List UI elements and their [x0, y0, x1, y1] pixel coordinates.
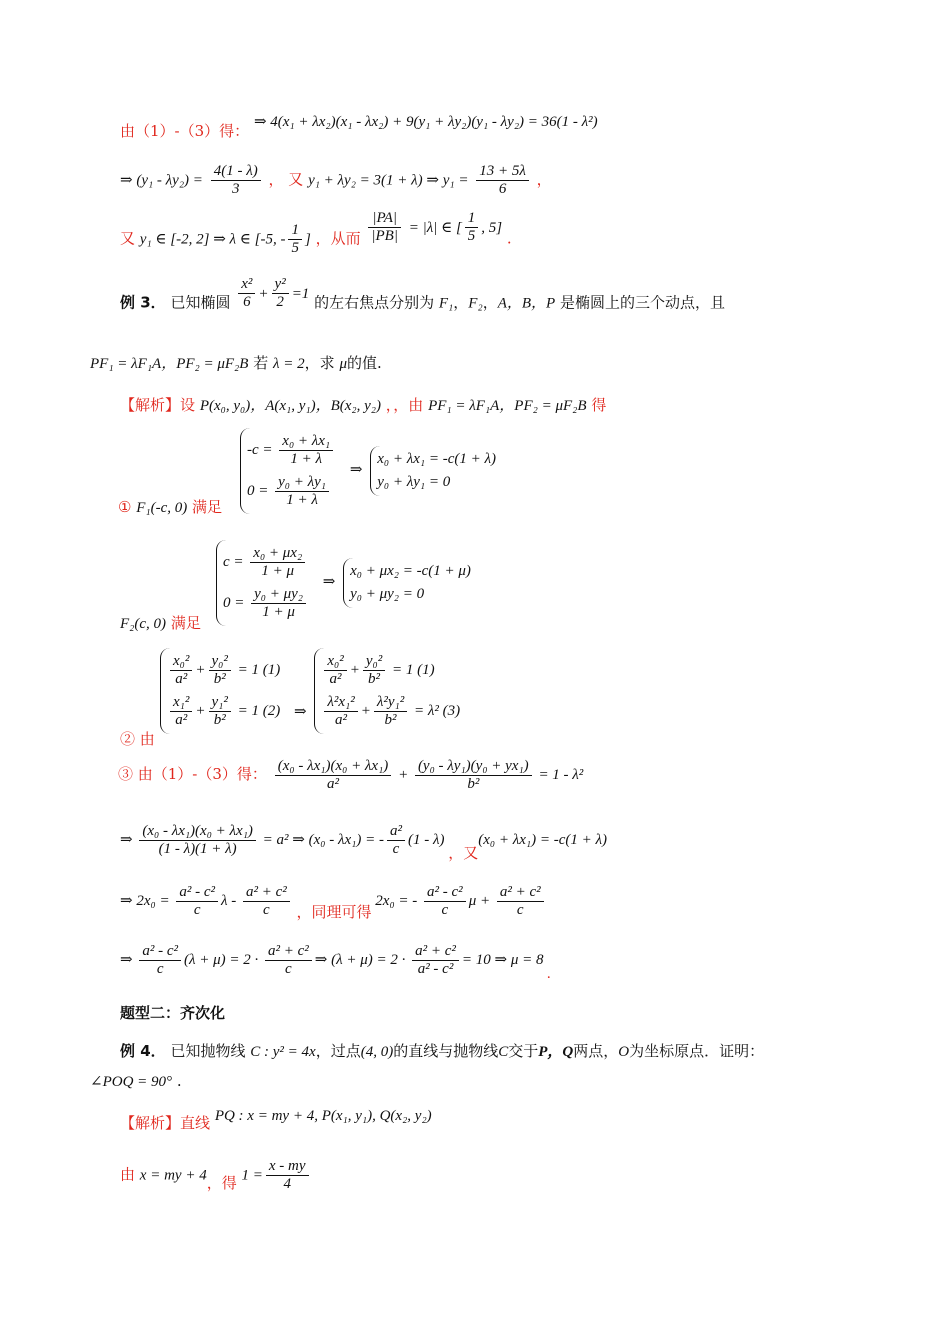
frac-num: y₀ + μy₂: [251, 586, 306, 604]
sol3-step2-prefix: ② 由: [120, 730, 155, 748]
ex4-t4: 交于: [508, 1042, 539, 1060]
sol3-step1b-manzu: 满足: [170, 614, 201, 632]
sol3-step2-label: [120, 728, 155, 749]
row-frac: [170, 694, 192, 729]
ex3-cond: PF₁ = λF₁A，PF₂ = μF₂B: [90, 356, 249, 372]
row-frac: [209, 653, 231, 688]
frac-den: 5: [467, 228, 476, 244]
ex4-t2: ，过点: [315, 1042, 361, 1060]
frac-den: a²: [175, 712, 188, 728]
sol3-step1-point: F₁(-c, 0): [136, 500, 188, 516]
ex2-line3-m1: y₁ ∈ [-2, 2] ⇒ λ ∈ [-5, -: [139, 231, 286, 248]
ex3-ellipse-plus: +: [258, 285, 269, 302]
sol4-m1: PQ : x = my + 4, P(x₁, y₁), Q(x₂, y₂): [214, 1108, 432, 1124]
frac-num: λ²y₁²: [374, 694, 407, 712]
ex3-stem2: [90, 352, 382, 373]
ex3-f2: F₂: [468, 295, 483, 312]
ex2-line3-frac2: [368, 210, 401, 245]
frac-den: 4: [283, 1176, 291, 1192]
ex2-line3-cong: ，从而: [315, 229, 361, 248]
frac-den: 6: [498, 181, 507, 197]
sol3-step1-b2: y₀ + λy₁ = 0: [377, 474, 451, 490]
row-lhs: 0 =: [247, 482, 269, 499]
ex2-line2-frac2: [476, 163, 529, 198]
sol3-step3-eq: [272, 758, 584, 792]
ex3-f1: F₁: [438, 295, 454, 312]
sol3-step1b-point: F₂(c, 0): [120, 616, 167, 632]
step3-plus: +: [398, 766, 409, 783]
step5-frac2: [243, 884, 290, 919]
ex4-t5: 两点，: [573, 1042, 619, 1060]
ex2-line2-comma: ，: [268, 170, 284, 189]
frac-num: 1: [288, 222, 302, 240]
ex2-line3-m1end: ]: [304, 231, 311, 248]
sol3-step1b-brace: [216, 540, 315, 626]
sol3-step1b-label: [120, 612, 201, 633]
frac-num: (y₀ - λy₁)(y₀ + yx₁): [415, 758, 532, 776]
step5-frac3: [424, 884, 466, 919]
ex3-lambda: λ = 2: [273, 356, 305, 372]
frac-num: y₀²: [209, 653, 231, 671]
frac-den: 2: [276, 294, 284, 310]
step6-m1: (λ + μ) = 2 ·: [183, 951, 259, 968]
sol4-zx: 直线: [180, 1114, 211, 1132]
ex3-stem: [120, 276, 725, 321]
frac-num: a² + c²: [497, 884, 544, 902]
row-frac: [324, 653, 346, 688]
sol3-step2-brace2: [314, 648, 466, 734]
frac-num: 4(1 - λ): [211, 163, 261, 181]
ex2-line2-you: 又: [288, 170, 304, 189]
sol4-you: 由: [120, 1165, 136, 1184]
step3-frac2: [415, 758, 532, 793]
frac-den: b²: [384, 712, 397, 728]
sol3-step1-row1: [247, 430, 336, 471]
sol3-pts: P(x₀, y₀)，A(x₁, y₁)，B(x₂, y₂): [199, 398, 382, 414]
frac-den: b²: [213, 712, 226, 728]
row-lhs: c =: [223, 553, 244, 570]
row-lhs: 0 =: [223, 594, 245, 611]
frac-num: x₀²: [170, 653, 192, 671]
ex4-c3: C: [498, 1044, 509, 1060]
ex3-ellipse-eq: =1: [291, 285, 310, 302]
sol3-step2-row4: $\frac{\text{λ²x₁²}}{\text{a²}}$ + $\frac{\text{λ²y₁²}}{\text{b²}}$ = λ² (3): [321, 691, 460, 732]
ex3-t1: 已知椭圆: [170, 293, 231, 312]
row-frac: [170, 653, 192, 688]
sol3-step2-system: [160, 648, 466, 734]
ex2-line3-m2: = |λ| ∈ [: [408, 219, 462, 236]
step4-you: 又: [463, 845, 479, 862]
frac-den: |PB|: [371, 228, 398, 244]
frac-den: a² - c²: [417, 961, 454, 977]
frac-den: 5: [291, 240, 299, 256]
frac-den: 1 + λ: [286, 492, 318, 508]
step4-mid: = a² ⇒ (x₀ - λx₁) = -: [262, 831, 384, 848]
step4-end: (1 - λ): [407, 831, 445, 848]
ex2-line2-lhs: ⇒ (y₁ - λy₂) =: [120, 172, 203, 189]
sol4-tag: 【解析】: [120, 1114, 181, 1132]
frac-den: c: [516, 902, 524, 918]
ex3-sep2: ，: [482, 293, 498, 312]
row-eq: = 1 (2): [237, 702, 281, 719]
frac-num: y₀ + λy₁: [275, 474, 329, 492]
frac-den: b²: [467, 776, 480, 792]
ex3-label: 例 3．: [120, 293, 166, 312]
sol3-step1b-b2: y₀ + μy₂ = 0: [350, 586, 425, 602]
ex3-t5: ，求: [304, 354, 335, 372]
ex3-pts: A，B，P: [497, 295, 556, 312]
frac-num: x₀ + μx₂: [250, 545, 305, 563]
ex2-line1-label: 由（1）-（3）得：: [120, 122, 250, 140]
ex3-t4: 若: [253, 354, 269, 372]
ex2-line2-frac: [211, 163, 261, 198]
sol3-step1b-arrow: ⇒: [322, 574, 336, 591]
sol3-step1b-row1: [223, 542, 309, 583]
sol3-step2-row1: $\frac{\text{x₀²}}{\text{a²}}$ + $\frac{\text{y₀²}}{\text{b²}}$ = 1 (1): [167, 650, 280, 691]
frac-num: a² + c²: [265, 943, 312, 961]
section-heading: 题型二：齐次化: [120, 1004, 226, 1022]
step6-dot: .: [547, 965, 551, 982]
sol4-frac: [266, 1158, 309, 1193]
sol3-step1-brace2: [370, 446, 502, 496]
sol3-step1-b1: x₀ + λx₁ = -c(1 + λ): [377, 451, 496, 467]
sol4-line1: [120, 1108, 432, 1133]
sol3-step1-manzu: 满足: [192, 498, 223, 516]
sol3-step2-row3: $\frac{\text{x₀²}}{\text{a²}}$ + $\frac{\text{y₀²}}{\text{b²}}$ = 1 (1): [321, 650, 460, 691]
frac-den: a²: [335, 712, 348, 728]
ex2-line1-math: ⇒ 4(x₁ + λx₂)(x₁ - λx₂) + 9(y₁ + λy₂)(y₁ - λy₂) = 36(1 - λ²): [253, 114, 598, 130]
sol3-step3-prefix: ③ 由（1）-（3）得：: [118, 764, 267, 783]
row-frac: [251, 586, 306, 621]
frac-num: x₀ + λx₁: [279, 433, 333, 451]
ex4-t1: 已知抛物线: [170, 1042, 246, 1060]
ex3-t3: 是椭圆上的三个动点，且: [559, 293, 725, 312]
ex2-line2: [120, 163, 552, 198]
frac-num: a²: [387, 823, 405, 841]
frac-den: 3: [231, 181, 240, 197]
frac-den: (1 - λ)(1 + λ): [158, 841, 237, 857]
frac-num: |PA|: [368, 210, 401, 228]
frac-den: 1 + λ: [290, 451, 323, 467]
ex4-stem: [120, 1040, 764, 1061]
sol3-de: 得: [591, 396, 607, 414]
sol3-step1b-brace2: [343, 558, 477, 608]
frac-den: b²: [368, 671, 381, 687]
step6-frac2: [265, 943, 312, 978]
step5-r-lhs: 2x₀ = -: [375, 892, 418, 909]
row-lhs: -c =: [247, 441, 273, 458]
sol4-line2: [120, 1158, 312, 1193]
frac-num: y²: [272, 276, 289, 294]
ex4-t6: 为坐标原点．证明：: [629, 1042, 765, 1060]
ex4-c2: (4, 0): [360, 1044, 394, 1060]
ex4-t3: 的直线与抛物线: [393, 1042, 499, 1060]
row-frac: [363, 653, 385, 688]
frac-den: c: [263, 902, 270, 918]
sol3-step1b-row2: [223, 583, 309, 624]
sol3-step1-row2: [247, 471, 336, 512]
step4-extra: (x₀ + λx₁) = -c(1 + λ): [478, 831, 607, 848]
frac-num: a² - c²: [139, 943, 181, 961]
ex4-c4: O: [618, 1044, 630, 1060]
row-frac: [374, 694, 407, 729]
ex2-line2-mid: y₁ + λy₂ = 3(1 + λ) ⇒ y₁ =: [308, 172, 469, 189]
sol3-tag: 【解析】: [120, 396, 181, 414]
step6-m2: ⇒ (λ + μ) = 2 ·: [314, 951, 406, 968]
sol4-m3: 1 =: [241, 1167, 263, 1184]
step3-frac1: [275, 758, 392, 793]
ex3-sep1: ，: [453, 293, 469, 312]
frac-num: 13 + 5λ: [476, 163, 529, 181]
sol3-step1b-b1: x₀ + μx₂ = -c(1 + μ): [350, 563, 471, 579]
step5-frac4: [497, 884, 544, 919]
step5-frac1: [176, 884, 218, 919]
frac-num: y₀²: [363, 653, 385, 671]
step6-lhs: ⇒: [120, 951, 133, 968]
frac-num: a² + c²: [412, 943, 459, 961]
step4-frac1: [139, 823, 256, 858]
sol3-she: 设: [180, 396, 196, 414]
step6-frac1: [139, 943, 181, 978]
step4-frac2: [387, 823, 405, 858]
step5-r-mid: μ +: [468, 892, 491, 909]
ex3-t2: 的左右焦点分别为: [314, 293, 435, 312]
frac-num: (x₀ - λx₁)(x₀ + λx₁): [275, 758, 392, 776]
frac-den: a²: [175, 671, 188, 687]
sol3-step2-brace: [160, 648, 286, 734]
ex3-ellipse-frac2: [272, 276, 289, 311]
row-frac: [279, 433, 333, 468]
sol3-step2-arrow: ⇒: [294, 704, 307, 721]
sol3-step5: [120, 884, 547, 919]
sol3-step2-row2: $\frac{\text{x₁²}}{\text{a²}}$ + $\frac{\text{y₁²}}{\text{b²}}$ = 1 (2): [167, 691, 280, 732]
sol3-step1-system: [240, 428, 502, 514]
ex4-c1: C : y² = 4x: [250, 1044, 316, 1060]
frac-den: a²: [327, 776, 340, 792]
sol3-step1b-system: [216, 540, 477, 626]
sol3-intro: [120, 394, 606, 415]
frac-num: 1: [465, 210, 479, 228]
sol3-step6: [120, 943, 551, 982]
sol3-step3: [118, 758, 583, 793]
frac-den: c: [285, 961, 292, 977]
sol3-step1-brace: [240, 428, 342, 514]
row-eq: = 1 (1): [391, 661, 435, 678]
ex3-mu: μ: [339, 356, 347, 372]
frac-num: x₀²: [324, 653, 346, 671]
step5-tongli: ，同理可得: [296, 904, 372, 921]
frac-den: c: [441, 902, 449, 918]
ex2-line3-you: 又: [120, 229, 136, 248]
row-eq: = 1 (1): [237, 661, 281, 678]
step4-arrow: ⇒: [120, 831, 133, 848]
ex4-dot: .: [176, 1072, 182, 1090]
frac-num: x₁²: [170, 694, 192, 712]
frac-den: c: [156, 961, 164, 977]
frac-den: 1 + μ: [262, 604, 295, 620]
sol4-m2: x = my + 4: [139, 1167, 207, 1184]
step6-frac3: [412, 943, 459, 978]
frac-num: a² - c²: [176, 884, 218, 902]
ex2-line3-frac3: [465, 210, 479, 245]
row-frac: [324, 694, 357, 729]
frac-num: a² - c²: [424, 884, 466, 902]
frac-num: y₁²: [209, 694, 231, 712]
step3-rhs: = 1 - λ²: [538, 766, 584, 783]
step5-mid: λ -: [220, 892, 237, 909]
step4-comma: ，: [448, 845, 464, 862]
step6-m3: = 10 ⇒ μ = 8: [461, 951, 544, 968]
ex2-line2-comma2: ，: [536, 170, 552, 189]
sol3-step1-arrow: ⇒: [349, 462, 363, 479]
row-frac: [275, 474, 329, 509]
frac-den: c: [193, 902, 201, 918]
frac-num: x²: [238, 276, 255, 294]
sol3-commas: ，，由: [385, 396, 424, 414]
ex4-c5: ∠POQ = 90°: [90, 1074, 173, 1090]
frac-den: 1 + μ: [261, 563, 295, 579]
frac-den: 6: [243, 294, 251, 310]
ex2-line3-frac1: [288, 222, 302, 257]
row-frac: [209, 694, 231, 729]
ex2-line3: [120, 210, 512, 257]
sol3-step1-prefix: ①: [118, 498, 132, 516]
frac-den: a²: [329, 671, 342, 687]
row-frac: [250, 545, 305, 580]
ex2-line3-m2end: , 5]: [481, 219, 503, 236]
frac-num: (x₀ - λx₁)(x₀ + λx₁): [139, 823, 256, 841]
ex4-stem2: [90, 1072, 182, 1091]
frac-num: λ²x₁²: [324, 694, 357, 712]
frac-den: c: [392, 841, 400, 857]
ex4-pq: P，Q: [538, 1044, 574, 1060]
step5-lhs: ⇒ 2x₀ =: [120, 892, 170, 909]
ex2-line3-dot: .: [506, 229, 512, 248]
frac-num: a² + c²: [243, 884, 290, 902]
ex4-label: 例 4．: [120, 1042, 166, 1060]
sol3-vec: PF₁ = λF₁A，PF₂ = μF₂B: [428, 398, 587, 414]
ex2-line1: [120, 114, 598, 141]
sol3-step4: [120, 823, 607, 862]
ex3-ellipse-frac1: [238, 276, 255, 311]
row-eq: = λ² (3): [413, 702, 461, 719]
sol3-step1-label: [118, 496, 222, 517]
frac-num: x - my: [266, 1158, 309, 1176]
sol4-de: ，得: [206, 1173, 237, 1192]
ex3-t6: 的值.: [346, 354, 382, 372]
frac-den: b²: [213, 671, 226, 687]
